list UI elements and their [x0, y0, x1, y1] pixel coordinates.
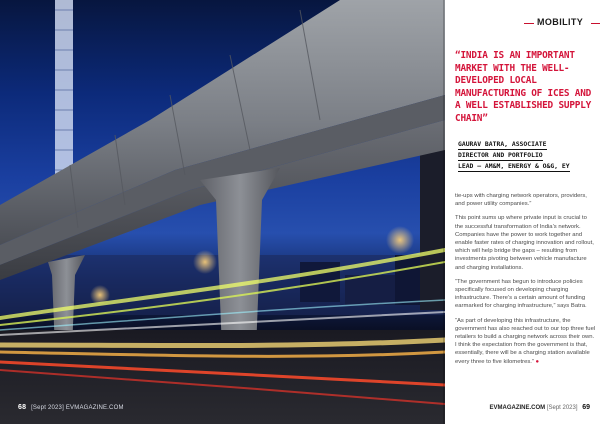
- paragraph-2: This point sums up where private input is crucial to the successful transformation of India’s network. Companies have the power to work together and enable faster rates of charging innovation and rollout, which will help bridge the gaps – resulting from investments pivoting between vehicle manufacture and charging installations.: [455, 215, 594, 271]
- right-site-name: EVMAGAZINE.COM: [489, 405, 546, 411]
- paragraph-4: [455, 317, 596, 366]
- right-page-number: 69: [582, 404, 590, 411]
- quote-attribution: [458, 139, 578, 173]
- article-end-mark: ●: [535, 358, 540, 365]
- paragraph-3: “The government has begun to introduce policies specifically focused on developing charging infrastructure. There’s a certain amount of funding earmarked for charging infrastructure,” says Batra.: [455, 278, 587, 310]
- left-site-name: EVMAGAZINE.COM: [65, 405, 124, 411]
- left-page-footer: [18, 404, 124, 411]
- paragraph-1: tie-ups with charging network operators, providers, and power utility companies.”: [455, 193, 587, 208]
- article-body: [455, 192, 596, 372]
- article-page: [445, 0, 600, 424]
- left-page-number: 68: [18, 404, 27, 411]
- attribution-line-3: LEAD – AM&M, ENERGY & O&G, EY: [458, 162, 570, 171]
- right-page-footer: [489, 404, 590, 411]
- section-rule-left: [524, 23, 534, 24]
- right-issue-date: [Sept 2023]: [546, 405, 578, 411]
- left-issue-date: [Sept 2023]: [31, 405, 64, 411]
- pull-quote: “INDIA IS AN IMPORTANT MARKET WITH THE WELL-DEVELOPED LOCAL MANUFACTURING OF ICES AND A WELL ESTABLISHED SUPPLY CHAIN”: [455, 50, 592, 124]
- attribution-line-2: DIRECTOR AND PORTFOLIO: [458, 151, 543, 160]
- attribution-line-1: GAURAV BATRA, ASSOCIATE: [458, 140, 547, 148]
- section-rule-right: [591, 23, 600, 24]
- paragraph-4-text: “As part of developing this infrastructure, the government has also reached out to our top three fuel retailers to build a charging network across their own. I think the expectation from the government is that, essentially, there will be a charging station available every three to five kilometres.”: [455, 317, 596, 365]
- section-label: MOBILITY: [537, 17, 584, 27]
